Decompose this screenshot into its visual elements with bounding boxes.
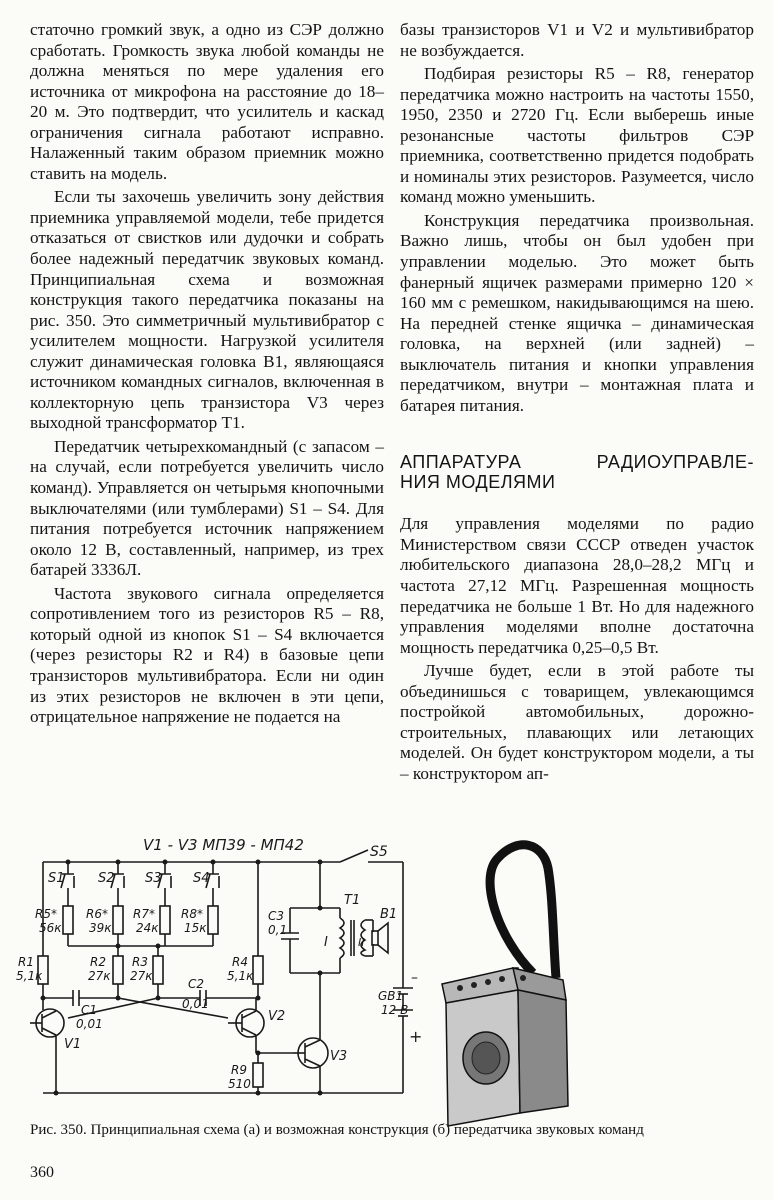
heading-word-1: АППАРАТУРА — [400, 452, 522, 473]
paragraph: Если ты захочешь увеличить зону действия приемника управляемой модели, тебе придется отказаться от свистков или дудочки и собрать более надежный передатчик звуковых команд. Принципиальная схема и возможная конструкция такого передатчика показаны на рис. 350. Это симметричный мультивибратор с усилителем мощности. Нагрузкой усилителя служит динамическая головка В1, являющаяся источником командных сигналов, включенная в коллекторную цепь транзистора V3 через выходной трансформатор Т1. — [30, 187, 384, 433]
resistor-r4-name: R4 — [232, 955, 248, 969]
resistor-r2-name: R2 — [90, 955, 106, 969]
resistor-r4-value: 5,1к — [227, 969, 254, 983]
resistor-r1-name: R1 — [18, 955, 34, 969]
speaker-label: B1 — [380, 907, 398, 922]
paragraph: Лучше будет, если в этой работе ты объединишься с товарищем, увлекающимся постройкой автомобильных, дорожно-строительных, плавающих или летающих моделей. Он будет конструктором модели, а ты – конструктором ап- — [400, 661, 754, 783]
resistor-r5-value: 56к — [39, 921, 62, 935]
winding-2-label: II — [358, 936, 365, 949]
resistor-r3-value: 27к — [130, 969, 153, 983]
paragraph: Конструкция передатчика произвольная. Важно лишь, чтобы он был удобен при управлении моделью. Это может быть фанерный ящичек размерами примерно 120 × 160 мм с ремешком, накидывающимся на шею. На передней стенке ящичка – динамическая головка, на верхней (или задней) – выключатель питания и кнопки управления передатчиком, внутри – монтажная плата и батарея питания. — [400, 210, 754, 415]
battery-name: GB1 — [378, 989, 404, 1003]
resistor-r8-name: R8* — [181, 907, 203, 921]
left-column — [30, 20, 384, 728]
section-heading — [400, 452, 754, 492]
resistor-r3-name: R3 — [132, 955, 148, 969]
figure-350 — [16, 836, 758, 1108]
paragraph: Для управления моделями по радио Министерством связи СССР отведен участок любительского диапазона 28,0–28,2 МГц и частота 27,12 МГц. Разрешенная мощность передатчика не больше 1 Вт. Но для надежного управления моделями вполне достаточна мощность передатчика 0,25–0,5 Вт. — [400, 514, 754, 657]
paragraph: статочно громкий звук, а одно из СЭР должно сработать. Громкость звука любой команды не должна меняться по мере удаления его источника от микрофона на расстояние до 18–20 м. Это подтвердит, что усилитель и каскад ограничения сигнала работают исправно. Налаженный таким образом приемник можно ставить на модель. — [30, 20, 384, 183]
transistor-v2-label: V2 — [268, 1009, 286, 1024]
winding-1-label: I — [324, 935, 328, 950]
resistor-r5-name: R5* — [35, 907, 57, 921]
battery-minus: – — [411, 970, 418, 986]
capacitor-c3-value: 0,1 — [268, 923, 288, 937]
capacitor-c1-name: C1 — [81, 1003, 98, 1017]
resistor-r7-value: 24к — [136, 921, 159, 935]
battery-plus: + — [409, 1027, 423, 1046]
switch-label-s4: S4 — [193, 871, 210, 886]
transistor-v1-label: V1 — [64, 1037, 82, 1052]
resistor-r8-value: 15к — [184, 921, 207, 935]
schematic-title: V1 - V3 МП39 - МП42 — [143, 836, 304, 854]
capacitor-c1-value: 0,01 — [76, 1017, 103, 1031]
switch-label-s1: S1 — [48, 871, 65, 886]
transmitter-box-illustration — [442, 845, 568, 1126]
paragraph: Подбирая резисторы R5 – R8, генератор передатчика можно настроить на частоты 1550, 1950, 2350 и 2720 Гц. Если выберешь иные резонансные частоты фильтров СЭР приемника, соответственно придется подобрать и номиналы этих резисторов. Разумеется, число команд можно уменьшить. — [400, 64, 754, 207]
transistor-v3-label: V3 — [330, 1049, 348, 1064]
capacitor-c2-name: C2 — [188, 977, 205, 991]
heading-line-2: НИЯ МОДЕЛЯМИ — [400, 472, 556, 493]
resistor-r9-name: R9 — [231, 1063, 247, 1077]
capacitor-c3-name: C3 — [268, 909, 285, 923]
transformer-label: T1 — [344, 893, 361, 908]
switch-label-s3: S3 — [145, 871, 162, 886]
page-number: 360 — [30, 1164, 54, 1181]
circuit-schematic — [16, 836, 758, 1108]
capacitor-c2-value: 0,01 — [182, 997, 209, 1011]
switch-label-s5: S5 — [370, 844, 388, 860]
resistor-r9-value: 510 — [228, 1077, 251, 1091]
battery-value: 12 В — [381, 1003, 409, 1017]
paragraph: базы транзисторов V1 и V2 и мультивибратор не возбуждается. — [400, 20, 754, 60]
resistor-r6-value: 39к — [89, 921, 112, 935]
right-column — [400, 20, 754, 785]
resistor-r1-value: 5,1к — [16, 969, 43, 983]
resistor-r6-name: R6* — [86, 907, 108, 921]
heading-word-2: РАДИОУПРАВЛЕ- — [596, 452, 754, 473]
resistor-r2-value: 27к — [88, 969, 111, 983]
paragraph: Частота звукового сигнала определяется сопротивлением того из резисторов R5 – R8, который одной из кнопок S1 – S4 включается (через резисторы R2 и R4) в базовые цепи транзисторов мультивибратора. Если ни один из этих резисторов не включен в эти цепи, отрицательное напряжение не подается на — [30, 583, 384, 727]
switch-label-s2: S2 — [98, 871, 115, 886]
resistor-r7-name: R7* — [133, 907, 155, 921]
figure-caption: Рис. 350. Принципиальная схема (а) и возможная конструкция (б) передатчика звуковых команд — [30, 1122, 644, 1138]
paragraph: Передатчик четырехкомандный (с запасом – на случай, если потребуется увеличить число команд). Управляется он четырьмя кнопочными выключателями (или тумблерами) S1 – S4. Для питания потребуется источник напряжением около 12 В, составленный, например, из трех батарей 3336Л. — [30, 436, 384, 580]
